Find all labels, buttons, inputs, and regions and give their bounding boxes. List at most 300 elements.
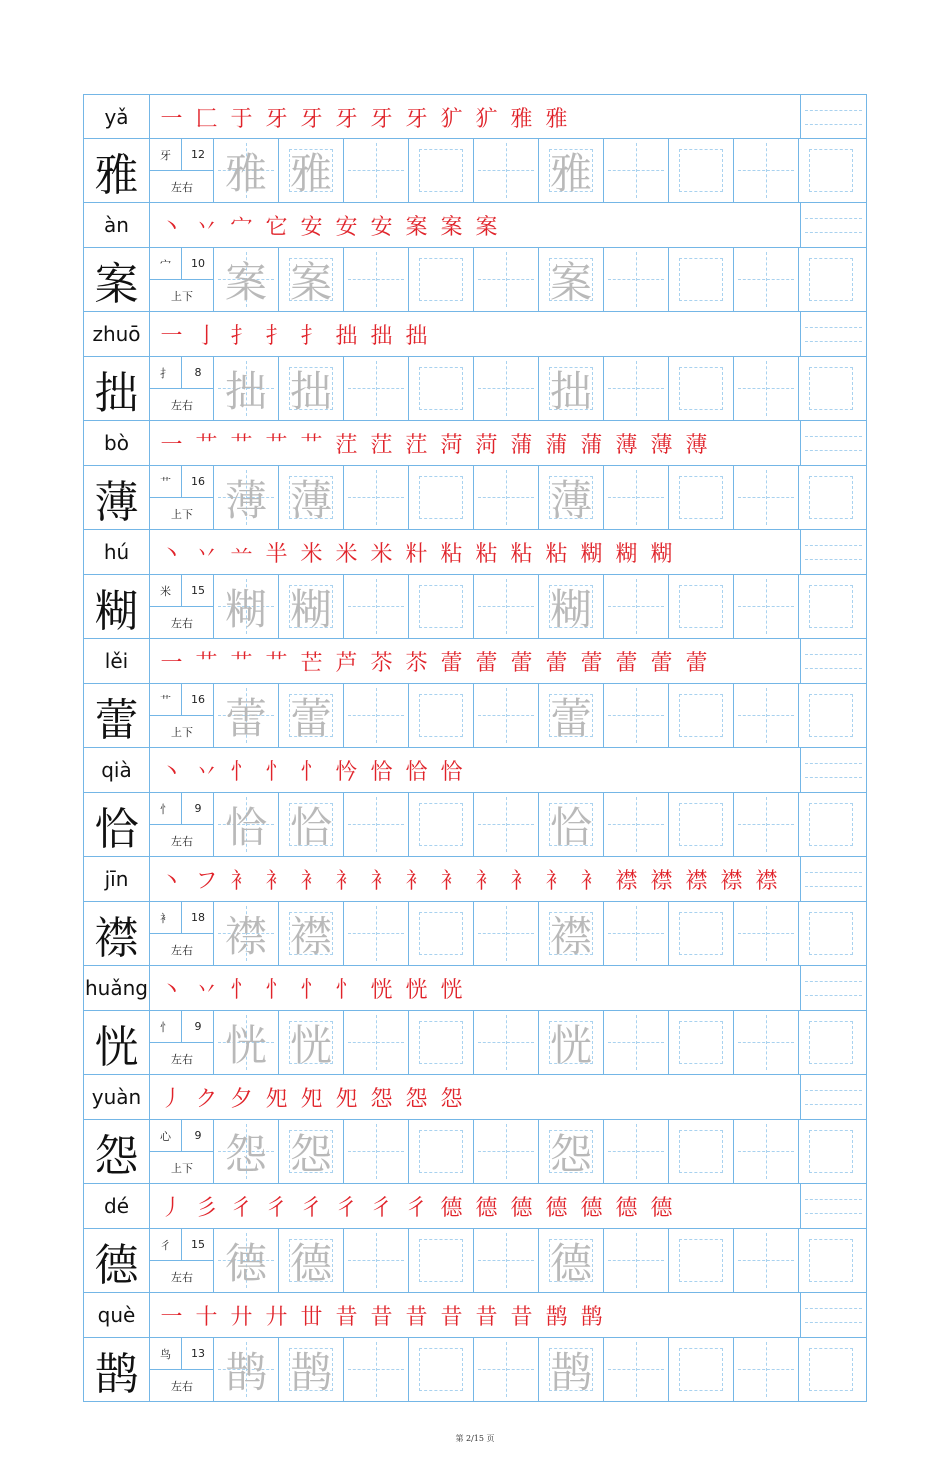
character-info [150, 1011, 214, 1074]
writing-cell[interactable] [669, 902, 734, 965]
radical-label: 牙 [150, 139, 182, 171]
stroke-step: 扌 [230, 323, 253, 349]
writing-cell[interactable] [799, 793, 864, 856]
writing-cell[interactable] [474, 1229, 539, 1292]
structure-label: 左右 [171, 398, 193, 412]
model-character: 案 [84, 248, 150, 311]
stroke-order [154, 425, 714, 461]
stroke-order [154, 1188, 679, 1224]
writing-cell[interactable] [279, 793, 344, 856]
model-character: 薄 [84, 466, 150, 529]
stroke-count: 12 [182, 139, 214, 171]
writing-cell[interactable] [279, 1229, 344, 1292]
writing-cell[interactable] [214, 684, 279, 747]
writing-cell[interactable] [214, 793, 279, 856]
stroke-count: 8 [182, 357, 214, 389]
stroke-order [154, 1297, 609, 1333]
writing-cell[interactable] [669, 357, 734, 420]
stroke-step: 昔 [335, 1304, 358, 1330]
writing-cell[interactable] [539, 139, 604, 202]
writing-cell[interactable] [214, 357, 279, 420]
trace-character: 恍 [549, 1020, 592, 1070]
writing-cell[interactable] [734, 139, 799, 202]
writing-cell[interactable] [279, 1011, 344, 1074]
writing-cell[interactable] [604, 466, 669, 529]
writing-cell[interactable] [669, 575, 734, 638]
trace-character: 德 [289, 1238, 332, 1288]
practice-grid-row [83, 1010, 867, 1075]
writing-cell[interactable] [409, 357, 474, 420]
trace-character: 拙 [224, 366, 267, 416]
writing-cell[interactable] [669, 793, 734, 856]
writing-cell[interactable] [279, 1338, 344, 1401]
stroke-step: 蕾 [685, 650, 708, 676]
writing-cell[interactable] [344, 902, 409, 965]
writing-cell[interactable] [214, 1338, 279, 1401]
stroke-step: 一 [160, 650, 183, 676]
stroke-step: 衤 [580, 868, 603, 894]
stroke-step: 昔 [370, 1304, 393, 1330]
stroke-step: 丷 [195, 214, 218, 240]
stroke-step: 扌 [300, 323, 323, 349]
stroke-order [154, 99, 574, 135]
stroke-step: 蕾 [545, 650, 568, 676]
trace-character: 德 [224, 1238, 267, 1288]
stroke-step: 安 [370, 214, 393, 240]
writing-cell[interactable] [539, 575, 604, 638]
pinyin-row [83, 530, 867, 574]
side-practice-column [800, 421, 866, 465]
writing-cell[interactable] [734, 1229, 799, 1292]
writing-cell[interactable] [604, 357, 669, 420]
writing-cell[interactable] [604, 1120, 669, 1183]
writing-cell[interactable] [799, 902, 864, 965]
trace-character: 怨 [224, 1129, 267, 1179]
stroke-order [154, 316, 434, 352]
writing-cell[interactable] [474, 466, 539, 529]
writing-cell[interactable] [474, 248, 539, 311]
stroke-step: 忄 [265, 759, 288, 785]
stroke-step: 艹 [230, 432, 253, 458]
trace-character: 鹊 [549, 1347, 592, 1397]
writing-cell[interactable] [279, 466, 344, 529]
trace-character: 鹊 [224, 1347, 267, 1397]
structure-label: 左右 [171, 180, 193, 194]
stroke-step: 菏 [475, 432, 498, 458]
pinyin-label: bò [84, 421, 150, 465]
stroke-step: 艹 [265, 650, 288, 676]
stroke-step: 粘 [510, 541, 533, 567]
stroke-step: 昔 [475, 1304, 498, 1330]
stroke-step: 衤 [230, 868, 253, 894]
stroke-step: 彳 [335, 1195, 358, 1221]
writing-cell[interactable] [474, 902, 539, 965]
writing-cell[interactable] [279, 575, 344, 638]
practice-grid-row [83, 1228, 867, 1293]
writing-cell[interactable] [474, 575, 539, 638]
stroke-step: 丷 [195, 977, 218, 1003]
writing-cell[interactable] [474, 1120, 539, 1183]
model-character: 糊 [84, 575, 150, 638]
writing-cell[interactable] [734, 684, 799, 747]
stroke-step: 丶 [160, 868, 183, 894]
writing-cell[interactable] [734, 793, 799, 856]
practice-grid-row [83, 792, 867, 857]
stroke-step: 一 [160, 432, 183, 458]
stroke-step: 夗 [335, 1086, 358, 1112]
writing-cell[interactable] [214, 1229, 279, 1292]
stroke-step: 牙 [405, 106, 428, 132]
character-info [150, 902, 214, 965]
writing-cell[interactable] [279, 357, 344, 420]
stroke-count: 16 [182, 684, 214, 716]
stroke-step: 忄 [230, 759, 253, 785]
stroke-step: 忴 [335, 759, 358, 785]
stroke-step: 苶 [405, 650, 428, 676]
practice-grid-row [83, 683, 867, 748]
writing-cell[interactable] [474, 1338, 539, 1401]
stroke-step: 衤 [265, 868, 288, 894]
character-info [150, 1338, 214, 1401]
writing-cell[interactable] [604, 575, 669, 638]
stroke-step: 昔 [440, 1304, 463, 1330]
practice-sheet [83, 94, 867, 1402]
writing-cell[interactable] [799, 248, 864, 311]
stroke-step: 它 [265, 214, 288, 240]
writing-cell[interactable] [539, 357, 604, 420]
stroke-step: 襟 [685, 868, 708, 894]
writing-cell[interactable] [669, 1011, 734, 1074]
writing-cell[interactable] [604, 1338, 669, 1401]
writing-cell[interactable] [344, 466, 409, 529]
trace-character: 蕾 [549, 693, 592, 743]
stroke-step: 恍 [370, 977, 393, 1003]
stroke-step: 蕾 [440, 650, 463, 676]
pinyin-row [83, 94, 867, 138]
structure-label: 左右 [171, 1052, 193, 1066]
stroke-step: 牙 [370, 106, 393, 132]
structure-label: 上下 [171, 289, 193, 303]
writing-cell[interactable] [734, 357, 799, 420]
writing-cell[interactable] [539, 902, 604, 965]
writing-cell[interactable] [409, 1229, 474, 1292]
stroke-step: 案 [440, 214, 463, 240]
stroke-step: 丷 [195, 759, 218, 785]
writing-cell[interactable] [539, 1338, 604, 1401]
writing-cell[interactable] [734, 902, 799, 965]
character-info [150, 466, 214, 529]
stroke-step: 粘 [440, 541, 463, 567]
writing-cell[interactable] [669, 1338, 734, 1401]
stroke-step: 彳 [405, 1195, 428, 1221]
stroke-step: 薄 [685, 432, 708, 458]
stroke-step: 鹊 [545, 1304, 568, 1330]
trace-character: 糊 [289, 584, 332, 634]
radical-label: 鸟 [150, 1338, 182, 1370]
writing-cell[interactable] [214, 1120, 279, 1183]
writing-cell[interactable] [474, 684, 539, 747]
writing-cell[interactable] [279, 139, 344, 202]
character-entry [83, 421, 867, 530]
writing-cell[interactable] [344, 1011, 409, 1074]
structure-label: 左右 [171, 834, 193, 848]
stroke-step: 于 [230, 106, 253, 132]
stroke-order [154, 861, 784, 897]
pinyin-label: què [84, 1293, 150, 1337]
trace-character: 恍 [224, 1020, 267, 1070]
radical-label: 艹 [150, 466, 182, 498]
stroke-step: 糊 [615, 541, 638, 567]
writing-cell[interactable] [799, 1011, 864, 1074]
stroke-order [154, 970, 469, 1006]
writing-cell[interactable] [539, 248, 604, 311]
stroke-step: 衤 [370, 868, 393, 894]
writing-cell[interactable] [214, 139, 279, 202]
writing-cell[interactable] [344, 248, 409, 311]
writing-cell[interactable] [734, 1120, 799, 1183]
writing-cell[interactable] [799, 1120, 864, 1183]
stroke-step: 衤 [300, 868, 323, 894]
writing-cell[interactable] [799, 1338, 864, 1401]
character-entry [83, 203, 867, 312]
trace-character: 拙 [289, 366, 332, 416]
stroke-step: 襟 [615, 868, 638, 894]
stroke-step: 丿 [160, 1195, 183, 1221]
writing-cell[interactable] [344, 793, 409, 856]
side-practice-column [800, 312, 866, 356]
writing-cell[interactable] [604, 1011, 669, 1074]
writing-cell[interactable] [669, 1229, 734, 1292]
stroke-step: 一 [160, 1304, 183, 1330]
radical-label: 衤 [150, 902, 182, 934]
trace-character: 德 [549, 1238, 592, 1288]
writing-cell[interactable] [344, 357, 409, 420]
trace-character: 襟 [289, 911, 332, 961]
stroke-step: 艹 [195, 650, 218, 676]
stroke-step: 德 [510, 1195, 533, 1221]
writing-cell[interactable] [734, 575, 799, 638]
pinyin-row [83, 1184, 867, 1228]
stroke-count: 16 [182, 466, 214, 498]
writing-cell[interactable] [539, 1011, 604, 1074]
stroke-step: 丶 [160, 977, 183, 1003]
writing-cell[interactable] [669, 139, 734, 202]
stroke-step: 一 [160, 323, 183, 349]
stroke-step: 糊 [650, 541, 673, 567]
writing-cell[interactable] [409, 466, 474, 529]
stroke-step: 衤 [475, 868, 498, 894]
character-info [150, 1120, 214, 1183]
trace-character: 怨 [549, 1129, 592, 1179]
stroke-step: 拙 [335, 323, 358, 349]
stroke-step: 薄 [615, 432, 638, 458]
pinyin-label: qià [84, 748, 150, 792]
stroke-step: 丶 [160, 214, 183, 240]
writing-cell[interactable] [344, 1120, 409, 1183]
writing-cell[interactable] [604, 248, 669, 311]
stroke-count: 10 [182, 248, 214, 280]
writing-cell[interactable] [344, 139, 409, 202]
writing-cell[interactable] [604, 793, 669, 856]
trace-character: 恰 [224, 802, 267, 852]
stroke-step: 丗 [300, 1304, 323, 1330]
trace-character: 薄 [224, 475, 267, 525]
writing-cell[interactable] [409, 139, 474, 202]
stroke-step: 怨 [370, 1086, 393, 1112]
stroke-step: 宀 [230, 214, 253, 240]
stroke-step: 蕾 [650, 650, 673, 676]
stroke-step: 雅 [545, 106, 568, 132]
writing-cell[interactable] [344, 575, 409, 638]
stroke-step: 粘 [545, 541, 568, 567]
trace-character: 恰 [289, 802, 332, 852]
trace-character: 案 [289, 257, 332, 307]
writing-cell[interactable] [409, 793, 474, 856]
stroke-step: 丶 [160, 541, 183, 567]
writing-cell[interactable] [409, 575, 474, 638]
side-practice-column [800, 1075, 866, 1119]
writing-cell[interactable] [344, 684, 409, 747]
practice-grid-row [83, 356, 867, 421]
stroke-step: 茳 [335, 432, 358, 458]
writing-cell[interactable] [799, 139, 864, 202]
stroke-order [154, 534, 679, 570]
side-practice-column [800, 1184, 866, 1228]
stroke-count: 9 [182, 1120, 214, 1152]
writing-cell[interactable] [539, 684, 604, 747]
writing-cell[interactable] [474, 139, 539, 202]
writing-cell[interactable] [214, 466, 279, 529]
writing-cell[interactable] [279, 684, 344, 747]
stroke-step: 夗 [300, 1086, 323, 1112]
stroke-step: 艹 [300, 432, 323, 458]
trace-character: 蕾 [224, 693, 267, 743]
writing-cell[interactable] [539, 793, 604, 856]
writing-cell[interactable] [799, 357, 864, 420]
stroke-step: 襟 [650, 868, 673, 894]
writing-cell[interactable] [279, 248, 344, 311]
writing-cell[interactable] [734, 248, 799, 311]
writing-cell[interactable] [539, 1120, 604, 1183]
practice-grid-row [83, 1119, 867, 1184]
character-info [150, 575, 214, 638]
stroke-step: 薄 [650, 432, 673, 458]
writing-cell[interactable] [799, 575, 864, 638]
writing-cell[interactable] [279, 1120, 344, 1183]
practice-grid-row [83, 901, 867, 966]
pinyin-row [83, 312, 867, 356]
character-entry [83, 530, 867, 639]
writing-cell[interactable] [539, 466, 604, 529]
trace-character: 糊 [224, 584, 267, 634]
writing-cell[interactable] [279, 902, 344, 965]
pinyin-label: zhuō [84, 312, 150, 356]
stroke-step: 䒑 [230, 541, 253, 567]
pinyin-label: huǎng [84, 966, 150, 1010]
pinyin-label: àn [84, 203, 150, 247]
pinyin-label: yǎ [84, 95, 150, 139]
stroke-step: 丿 [160, 1086, 183, 1112]
writing-cell[interactable] [734, 466, 799, 529]
stroke-step: 芒 [300, 650, 323, 676]
stroke-step: 牙 [300, 106, 323, 132]
radical-label: 忄 [150, 1011, 182, 1043]
trace-character: 糊 [549, 584, 592, 634]
writing-cell[interactable] [669, 1120, 734, 1183]
writing-cell[interactable] [409, 1011, 474, 1074]
writing-cell[interactable] [474, 1011, 539, 1074]
trace-character: 襟 [549, 911, 592, 961]
character-entry [83, 748, 867, 857]
stroke-step: 蕾 [475, 650, 498, 676]
trace-character: 鹊 [289, 1347, 332, 1397]
stroke-step: 彡 [195, 1195, 218, 1221]
writing-cell[interactable] [669, 466, 734, 529]
stroke-step: ク [195, 1086, 218, 1112]
writing-cell[interactable] [539, 1229, 604, 1292]
stroke-step: 菏 [440, 432, 463, 458]
writing-cell[interactable] [474, 793, 539, 856]
stroke-step: 亅 [195, 323, 218, 349]
writing-cell[interactable] [409, 1338, 474, 1401]
writing-cell[interactable] [214, 575, 279, 638]
stroke-step: 德 [580, 1195, 603, 1221]
writing-cell[interactable] [214, 248, 279, 311]
stroke-step: 艹 [195, 432, 218, 458]
stroke-step: 一 [160, 106, 183, 132]
stroke-step: 籵 [405, 541, 428, 567]
pinyin-label: jīn [84, 857, 150, 901]
writing-cell[interactable] [344, 1229, 409, 1292]
model-character: 鹊 [84, 1338, 150, 1401]
character-entry [83, 639, 867, 748]
writing-cell[interactable] [799, 466, 864, 529]
writing-cell[interactable] [409, 902, 474, 965]
stroke-step: 忄 [300, 759, 323, 785]
trace-character: 案 [549, 257, 592, 307]
stroke-step: 衤 [440, 868, 463, 894]
writing-cell[interactable] [604, 139, 669, 202]
writing-cell[interactable] [214, 902, 279, 965]
stroke-step: 恍 [440, 977, 463, 1003]
writing-cell[interactable] [344, 1338, 409, 1401]
writing-cell[interactable] [214, 1011, 279, 1074]
writing-cell[interactable] [799, 684, 864, 747]
writing-cell[interactable] [669, 248, 734, 311]
stroke-step: 犷 [440, 106, 463, 132]
writing-cell[interactable] [604, 902, 669, 965]
practice-grid-row [83, 138, 867, 203]
stroke-step: 襟 [755, 868, 778, 894]
writing-cell[interactable] [409, 1120, 474, 1183]
writing-cell[interactable] [734, 1011, 799, 1074]
writing-cell[interactable] [604, 684, 669, 747]
writing-cell[interactable] [409, 684, 474, 747]
stroke-step: 德 [440, 1195, 463, 1221]
writing-cell[interactable] [734, 1338, 799, 1401]
pinyin-row [83, 1293, 867, 1337]
writing-cell[interactable] [604, 1229, 669, 1292]
writing-cell[interactable] [669, 684, 734, 747]
stroke-order [154, 1079, 469, 1115]
stroke-step: 蕾 [615, 650, 638, 676]
stroke-step: 忄 [300, 977, 323, 1003]
stroke-step: 夗 [265, 1086, 288, 1112]
pinyin-label: lěi [84, 639, 150, 683]
writing-cell[interactable] [799, 1229, 864, 1292]
writing-cell[interactable] [474, 357, 539, 420]
writing-cell[interactable] [409, 248, 474, 311]
